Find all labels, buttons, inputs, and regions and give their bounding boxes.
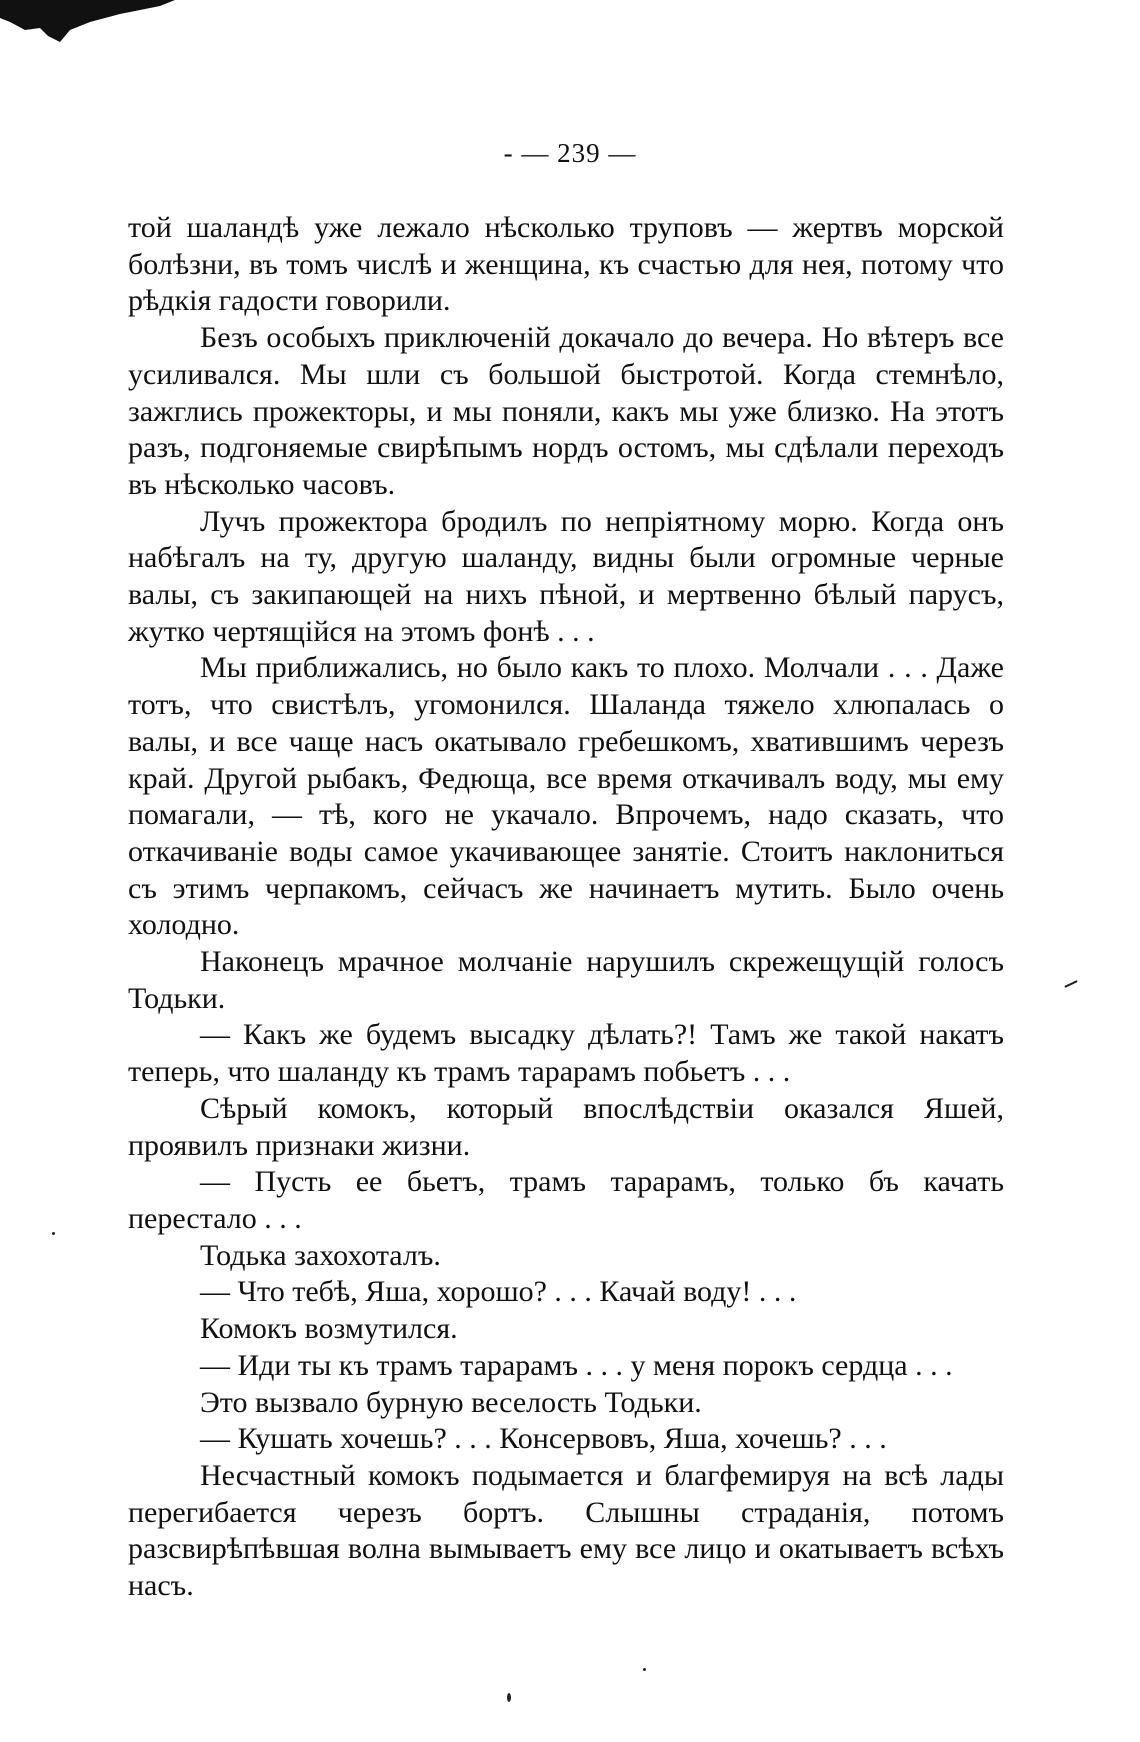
paragraph: Несчастный комокъ подымается и благфемируя на всѣ лады перегибается черезъ бортъ. Слышны страданiя, потомъ разсвирѣпѣвшая волна вымываетъ ему все лицо и окатываетъ всѣхъ насъ. — [128, 1458, 1004, 1603]
paragraph: Комокъ возмутился. — [200, 1312, 458, 1346]
paragraph: Лучъ прожектора бродилъ по непрiятному морю. Когда онъ набѣгалъ на ту, другую шаланду, видны были огромные черные валы, съ закипающей на нихъ пѣной, и мертвенно бѣлый парусъ, жутко чертящiйся на этомъ фонѣ . . . — [128, 504, 1004, 648]
paragraph: Мы приближались, но было какъ то плохо. Молчали . . . Даже тотъ, что свистѣлъ, угомонился. Шаланда тяжело хлюпалась о валы, и все чаще насъ окатывало гребешкомъ, хватившимъ черезъ край. Другой рыбакъ, Федюща, все время откачивалъ воду, мы ему помагали, — тѣ, кого не укачало. Впрочемъ, надо сказать, что откачиванiе воды самое укачивающее занятiе. Стоитъ наклониться съ этимъ черпакомъ, сейчасъ же начинаетъ мутить. Было очень холодно. — [128, 651, 1004, 942]
dialog-line: — Пусть ее бьетъ, трамъ тарарамъ, только бъ качать перестало . . . — [128, 1165, 1004, 1235]
body-text — [128, 210, 1004, 1605]
paragraph: Это вызвало бурную веселость Тодьки. — [200, 1385, 702, 1419]
dialog-line: — Иди ты къ трамъ тарарамъ . . . у меня порокъ сердца . . . — [200, 1348, 953, 1382]
paragraph: Тодька захохоталъ. — [200, 1238, 441, 1272]
dialog-line: — Кушать хочешь? . . . Консервовъ, Яша, хочешь? . . . — [200, 1422, 887, 1456]
dialog-line: — Какъ же будемъ высадку дѣлать?! Тамъ же такой накатъ теперь, что шаланду къ трамъ тарарамъ побьетъ . . . — [128, 1018, 1004, 1089]
print-speck — [1064, 980, 1078, 988]
dialog-line: — Что тебѣ, Яша, хорошо? . . . Качай воду! . . . — [200, 1275, 797, 1309]
page-number: - — 239 — — [503, 138, 637, 168]
paragraph: той шаландѣ уже лежало нѣсколько труповъ — жертвъ морской болѣзни, въ томъ числѣ и женщина, къ счастью для нея, потому что рѣдкія гадости говорили. — [128, 211, 1004, 318]
print-speck — [52, 1232, 55, 1235]
print-speck — [643, 1668, 646, 1671]
print-speck — [507, 1693, 511, 1702]
paragraph: Безъ особыхъ приключенiй докачало до вечера. Но вѣтеръ все усиливался. Мы шли съ большой быстротой. Когда стемнѣло, зажглись прожекторы, и мы поняли, какъ мы уже близко. На этотъ разъ, подгоняемые свирѣпымъ нордъ остомъ, мы сдѣлали переходъ въ нѣсколько часовъ. — [128, 321, 1004, 501]
ink-blot-mark — [0, 0, 175, 45]
paragraph: Сѣрый комокъ, который впослѣдствiи оказался Яшей, проявилъ признаки жизни. — [128, 1091, 1004, 1162]
paragraph: Наконецъ мрачное молчанiе нарушилъ скрежещущiй голосъ Тодьки. — [128, 945, 1004, 1015]
